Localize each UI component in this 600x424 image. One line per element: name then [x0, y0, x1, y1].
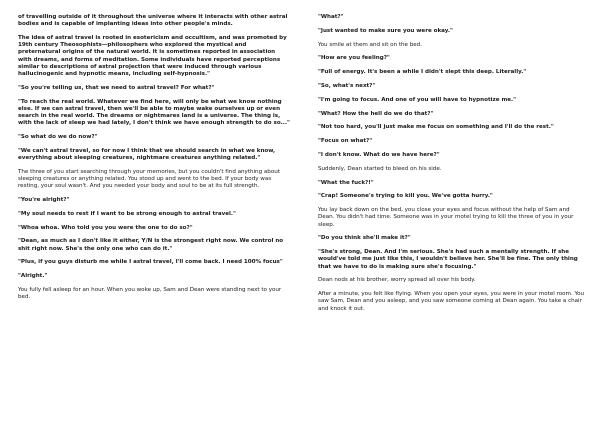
paragraph: "What? How the hell do we do that?" — [318, 110, 434, 117]
paragraph: "What?" — [318, 14, 344, 20]
paragraph: "Whoa whoa. Who told you you were the one to do so?" — [18, 224, 193, 231]
paragraph: "Just wanted to make sure you were okay." — [318, 27, 453, 34]
paragraph: The three of you start searching through your memories, but you couldn't find anything about sleeping creatures or anything related. You stood up and went to the bed. If your body was resting, your soul wasn't. And you needed your body and soul to be at its full strength. — [18, 168, 280, 190]
paragraph: of travelling outside of it throughout the universe where it interacts with other astral bodies and is capable of implanting ideas into other people's minds. — [18, 14, 288, 28]
paragraph: Suddenly, Dean started to bleed on his side. — [318, 165, 442, 172]
paragraph: "To reach the real world. Whatever we find here, will only be what we know nothing else. If we can astral travel, then we'll be able to maybe wake ourselves up or even search in the real world. The dreams or nightmares land is a universe. The thing is, with the lack of sleep we had lately, I don't think we have enough strength to do so..." — [18, 98, 290, 127]
paragraph: You smile at them and sit on the bed. — [318, 41, 422, 48]
left-column — [18, 14, 290, 308]
paragraph: "Not too hard, you'll just make me focus on something and I'll do the rest." — [318, 124, 554, 131]
paragraph: "Dean, as much as I don't like it either, Y/N is the strongest right now. We control no shit right now. She's the only one who can do it." — [18, 238, 284, 252]
paragraph: "How are you feeling?" — [318, 55, 390, 62]
paragraph: "So what do we do now?" — [18, 134, 98, 141]
paragraph: "I'm going to focus. And one of you will have to hypnotize me." — [318, 96, 517, 103]
paragraph: "Do you think she'll make it?" — [318, 235, 411, 242]
paragraph: "We can't astral travel, so for now I think that we should search in what we know, everything about sleeping creatures, nightmare creatures anything related." — [18, 147, 276, 162]
paragraph: "Crap! Someone's trying to kill you. We've gotta hurry." — [318, 193, 493, 200]
paragraph: You lay back down on the bed, you close your eyes and focus without the help of Sam and Dean. You didn't had time. Someone was in your motel trying to kill the three of you in your sleep. — [318, 207, 574, 228]
paragraph: Dean nods at his brother, worry spread all over his body. — [318, 277, 476, 284]
paragraph: "So, what's next?" — [318, 82, 376, 89]
paragraph: You fully fell asleep for an hour. When you woke up, Sam and Dean were standing next to your bed. — [18, 287, 282, 301]
paragraph: "Focus on what?" — [318, 138, 373, 145]
paragraph: "You're alright?" — [18, 197, 70, 204]
paragraph: "I don't know. What do we have here?" — [318, 151, 440, 158]
paragraph: "My soul needs to rest if I want to be strong enough to astral travel." — [18, 210, 236, 217]
paragraph: "She's strong, Dean. And I'm serious. She's had such a mentally strength. If she would've told me just like this, I wouldn't believe her. She'll be fine. The only thing that we have to do is making sure she's focusing." — [318, 249, 578, 270]
paragraph: "What the fuck?!" — [318, 179, 374, 186]
paragraph: After a minute, you felt like flying. When you open your eyes, you were in your motel room. You saw Sam, Dean and you asleep, and you saw someone coming at Dean again. You take a chair and knock it out. — [318, 291, 585, 312]
paragraph: "Full of energy. It's been a while I didn't slept this deep. Literally." — [318, 69, 527, 76]
paragraph: "Alright." — [18, 273, 48, 280]
paragraph: "So you're telling us, that we need to astral travel? For what?" — [18, 84, 215, 91]
paragraph: "Plus, if you guys disturb me while I astral travel, I'll come back. I need 100% focus" — [18, 259, 283, 266]
right-column — [318, 14, 586, 319]
paragraph: The idea of astral travel is rooted in esotericism and occultism, and was promoted by 19th century Theosophists—philosophers who explored the mystical and preternatural origins of the natural world. It is sometimes reported in association with dreams, and forms of meditation. Some individuals have reported perceptions similar to descriptions of astral projection that were induced through various hallucinogenic and hypnotic means, including self-hypnosis." — [18, 35, 287, 78]
